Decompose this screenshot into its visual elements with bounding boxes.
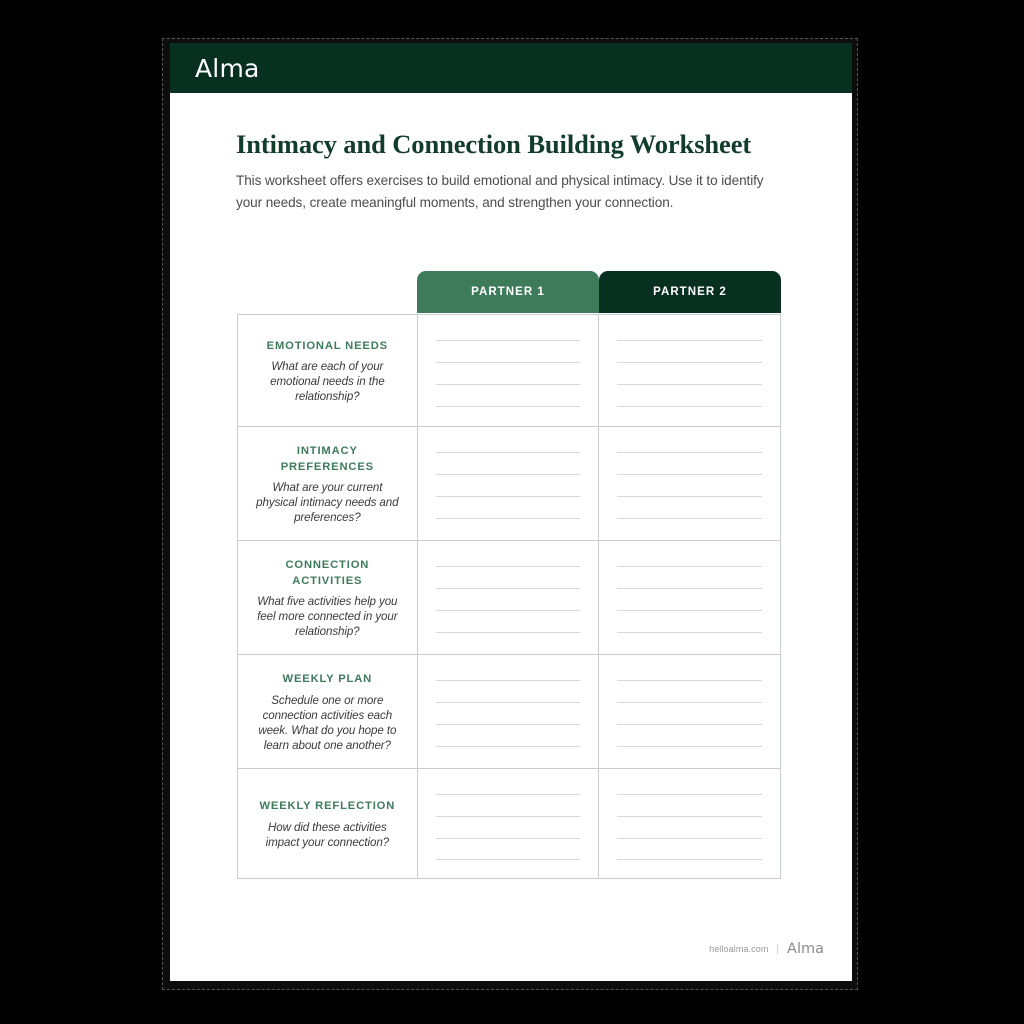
row-label-emotional-needs: [238, 315, 418, 427]
worksheet-page: [170, 43, 852, 981]
intro-paragraph: This worksheet offers exercises to build emotional and physical intimacy. Use it to identify your needs, create meaningful moments, and strengthen your connection.: [236, 173, 764, 210]
write-line: [436, 362, 581, 363]
footer-separator: |: [776, 943, 780, 955]
write-line: [436, 610, 581, 611]
row-prompt: Schedule one or more connection activities each week. What do you hope to learn about one another?: [258, 693, 397, 752]
write-line: [617, 518, 762, 519]
row-prompt: How did these activities impact your connection?: [265, 820, 390, 849]
answer-cell-partner-2-row-5[interactable]: [599, 769, 781, 879]
row-title: EMOTIONAL NEEDS: [266, 339, 388, 352]
write-line: [436, 340, 581, 341]
write-line: [436, 474, 581, 475]
write-line: [617, 496, 762, 497]
row-label-intimacy-preferences: [238, 427, 418, 541]
write-line: [617, 680, 762, 681]
write-line: [617, 384, 762, 385]
brand-header: [170, 43, 852, 93]
write-line: [436, 566, 581, 567]
answer-cell-partner-1-row-4[interactable]: [418, 655, 600, 769]
write-line: [436, 794, 581, 795]
column-header-partner-1: PARTNER 1: [417, 271, 599, 313]
write-line: [436, 724, 581, 725]
write-line: [617, 452, 762, 453]
worksheet-table: [237, 314, 781, 879]
row-title: CONNECTION ACTIVITIES: [285, 559, 370, 587]
write-line: [436, 452, 581, 453]
write-line: [617, 702, 762, 703]
write-line: [436, 859, 581, 860]
table-row: [238, 427, 781, 541]
write-line: [436, 518, 581, 519]
write-line: [617, 610, 762, 611]
table-row: [238, 655, 781, 769]
answer-cell-partner-1-row-5[interactable]: [418, 769, 600, 879]
row-label-weekly-reflection: [238, 769, 418, 879]
alma-logo: Alma: [195, 54, 260, 83]
write-line: [617, 746, 762, 747]
page-footer: [709, 941, 824, 957]
answer-cell-partner-1-row-2[interactable]: [418, 427, 600, 541]
write-line: [617, 859, 762, 860]
write-line: [617, 816, 762, 817]
write-line: [436, 406, 581, 407]
answer-cell-partner-2-row-1[interactable]: [599, 315, 781, 427]
column-header-partner-2: PARTNER 2: [599, 271, 781, 313]
page-title: Intimacy and Connection Building Worksheet: [236, 129, 752, 159]
table-row: [238, 315, 781, 427]
write-line: [617, 340, 762, 341]
row-label-weekly-plan: [238, 655, 418, 769]
row-label-connection-activities: [238, 541, 418, 655]
row-title: WEEKLY PLAN: [282, 673, 373, 686]
table-row: [238, 769, 781, 879]
write-line: [436, 680, 581, 681]
write-line: [617, 632, 762, 633]
answer-cell-partner-2-row-3[interactable]: [599, 541, 781, 655]
write-line: [436, 588, 581, 589]
row-prompt: What are your current physical intimacy needs and preferences?: [256, 481, 399, 524]
write-line: [436, 838, 581, 839]
write-line: [436, 496, 581, 497]
answer-cell-partner-2-row-4[interactable]: [599, 655, 781, 769]
write-line: [617, 406, 762, 407]
row-prompt: What are each of your emotional needs in the relationship?: [270, 360, 385, 404]
footer-alma-logo: Alma: [787, 941, 824, 957]
answer-cell-partner-1-row-1[interactable]: [418, 315, 600, 427]
write-line: [617, 474, 762, 475]
row-prompt: What five activities help you feel more connected in your relationship?: [257, 595, 398, 638]
row-title: WEEKLY REFLECTION: [259, 800, 396, 813]
write-line: [617, 362, 762, 363]
write-line: [617, 588, 762, 589]
footer-url: helloalma.com: [709, 944, 769, 954]
write-line: [617, 566, 762, 567]
write-line: [436, 702, 581, 703]
answer-cell-partner-1-row-3[interactable]: [418, 541, 600, 655]
table-row: [238, 541, 781, 655]
answer-cell-partner-2-row-2[interactable]: [599, 427, 781, 541]
write-line: [617, 724, 762, 725]
column-header-tabs: [417, 271, 781, 313]
write-line: [617, 838, 762, 839]
write-line: [436, 384, 581, 385]
write-line: [436, 816, 581, 817]
write-line: [617, 794, 762, 795]
write-line: [436, 746, 581, 747]
row-title: INTIMACY PREFERENCES: [280, 445, 374, 473]
write-line: [436, 632, 581, 633]
